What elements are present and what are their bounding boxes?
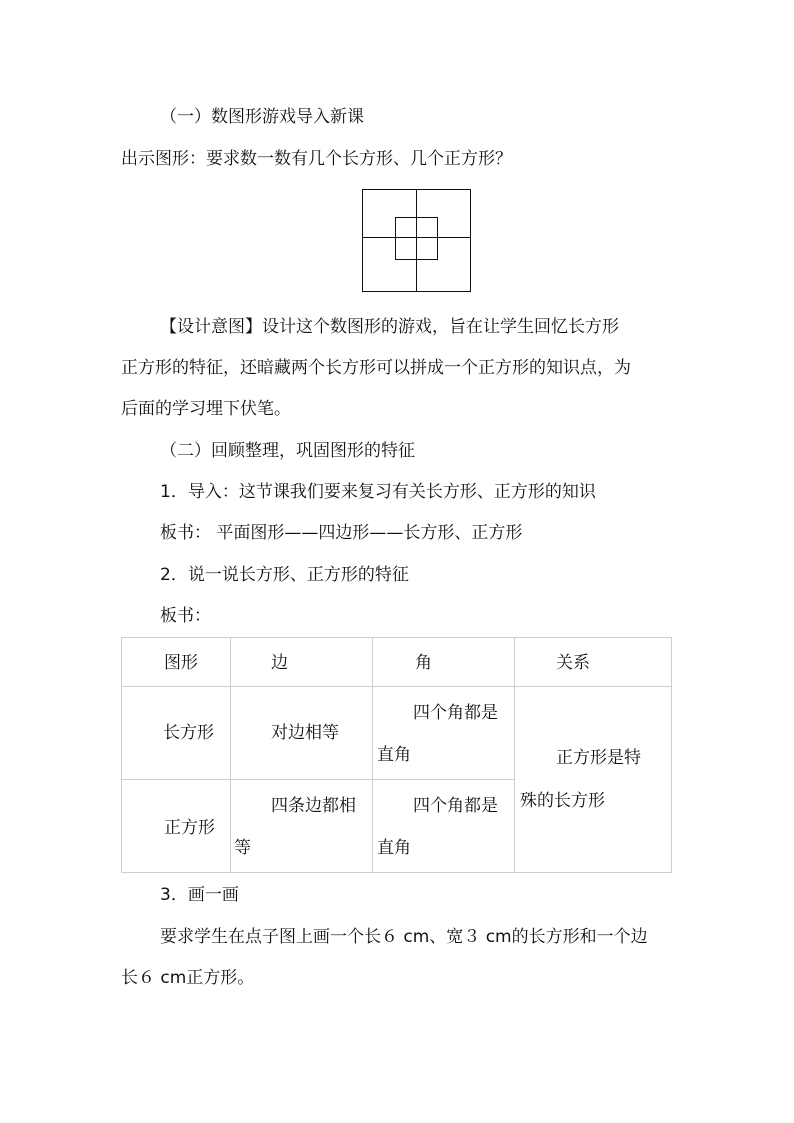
header-side: 边 <box>271 653 288 673</box>
features-table <box>121 637 672 873</box>
figure-drawing <box>362 189 471 292</box>
row1-side-cell <box>231 687 373 780</box>
row1-angle-line1: 四个角都是 <box>413 703 498 723</box>
relation-cell <box>515 687 672 873</box>
relation-line2: 殊的长方形 <box>520 791 605 811</box>
section1-heading: （一）数图形游戏导入新课 <box>160 107 364 127</box>
section3-line2: 长６ cm正方形。 <box>121 968 255 988</box>
section1-instruction: 出示图形：要求数一数有几个长方形、几个正方形？ <box>121 149 512 169</box>
header-relation: 关系 <box>556 653 590 673</box>
design-intent-line3: 后面的学习埋下伏笔。 <box>121 399 291 419</box>
header-shape: 图形 <box>164 653 198 673</box>
section2-item1: 1．导入：这节课我们要来复习有关长方形、正方形的知识 <box>160 482 596 502</box>
nested-squares-figure <box>362 189 471 292</box>
section2-item2: 2．说一说长方形、正方形的特征 <box>160 565 409 585</box>
table-row <box>122 687 672 780</box>
row1-side: 对边相等 <box>271 723 339 743</box>
header-cell-shape <box>122 638 231 687</box>
header-angle: 角 <box>415 653 432 673</box>
relation-line1: 正方形是特 <box>556 748 641 768</box>
row2-side-line1: 四条边都相 <box>271 796 356 816</box>
header-cell-angle <box>373 638 515 687</box>
row2-angle-cell <box>373 780 515 873</box>
header-cell-relation <box>515 638 672 687</box>
row2-shape: 正方形 <box>164 818 215 838</box>
row1-shape-cell <box>122 687 231 780</box>
row2-side-line2: 等 <box>234 838 251 858</box>
design-intent-line2: 正方形的特征，还暗藏两个长方形可以拼成一个正方形的知识点，为 <box>121 358 631 378</box>
row2-angle-line2: 直角 <box>377 838 411 858</box>
section2-board1: 板书： 平面图形——四边形——长方形、正方形 <box>160 523 523 543</box>
row2-angle-line1: 四个角都是 <box>413 796 498 816</box>
section2-board2: 板书： <box>160 606 211 626</box>
row1-shape: 长方形 <box>163 723 214 743</box>
row2-side-cell <box>231 780 373 873</box>
header-cell-side <box>231 638 373 687</box>
section3-heading: 3．画一画 <box>160 885 239 905</box>
row2-shape-cell <box>122 780 231 873</box>
table-header-row <box>122 638 672 687</box>
design-intent-line1: 【设计意图】设计这个数图形的游戏，旨在让学生回忆长方形 <box>160 317 619 337</box>
section3-line1: 要求学生在点子图上画一个长６ cm、宽３ cm的长方形和一个边 <box>160 927 648 947</box>
section2-heading: （二）回顾整理，巩固图形的特征 <box>160 441 415 461</box>
row1-angle-cell <box>373 687 515 780</box>
row1-angle-line2: 直角 <box>377 745 411 765</box>
